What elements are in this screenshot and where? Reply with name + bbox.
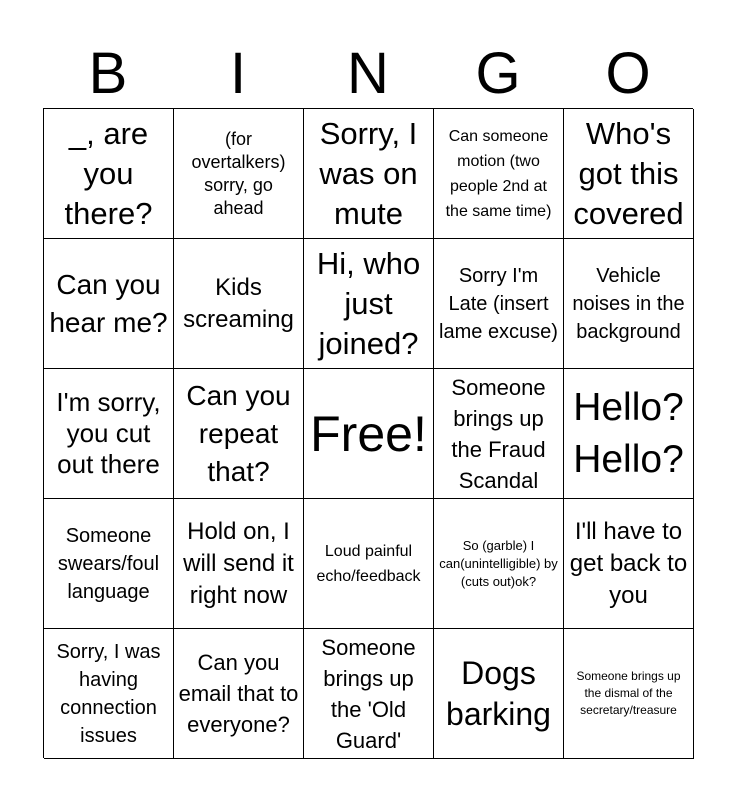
- bingo-cell[interactable]: Dogs barking: [434, 629, 564, 759]
- bingo-cell[interactable]: Can you email that to everyone?: [174, 629, 304, 759]
- bingo-cell[interactable]: (for overtalkers) sorry, go ahead: [174, 109, 304, 239]
- bingo-cell[interactable]: Someone brings up the Fraud Scandal: [434, 369, 564, 499]
- bingo-cell[interactable]: Sorry I'm Late (insert lame excuse): [434, 239, 564, 369]
- bingo-cell[interactable]: Who's got this covered: [564, 109, 694, 239]
- bingo-cell[interactable]: Sorry, I was having connection issues: [44, 629, 174, 759]
- bingo-cell[interactable]: _, are you there?: [44, 109, 174, 239]
- bingo-cell[interactable]: Loud painful echo/feedback: [304, 499, 434, 629]
- bingo-cell[interactable]: Someone brings up the 'Old Guard': [304, 629, 434, 759]
- bingo-cell[interactable]: I'll have to get back to you: [564, 499, 694, 629]
- bingo-cell[interactable]: Hi, who just joined?: [304, 239, 434, 369]
- bingo-cell[interactable]: Kids screaming: [174, 239, 304, 369]
- bingo-cell[interactable]: Someone swears/foul language: [44, 499, 174, 629]
- bingo-cell[interactable]: Hello? Hello?: [564, 369, 694, 499]
- bingo-cell[interactable]: So (garble) I can(unintelligible) by (cuts out)ok?: [434, 499, 564, 629]
- header-letter-g: G: [475, 41, 521, 106]
- bingo-cell[interactable]: Someone brings up the dismal of the secretary/treasure: [564, 629, 694, 759]
- bingo-cell[interactable]: Can you hear me?: [44, 239, 174, 369]
- bingo-cell[interactable]: Hold on, I will send it right now: [174, 499, 304, 629]
- bingo-cell[interactable]: Sorry, I was on mute: [304, 109, 434, 239]
- bingo-cell[interactable]: Vehicle noises in the background: [564, 239, 694, 369]
- bingo-cell[interactable]: I'm sorry, you cut out there: [44, 369, 174, 499]
- bingo-card: [43, 108, 693, 758]
- header-letter-i: I: [229, 41, 247, 106]
- bingo-header: [43, 40, 693, 108]
- header-letter-n: N: [347, 41, 389, 106]
- header-letter-o: O: [605, 41, 651, 106]
- header-letter-b: B: [88, 41, 128, 106]
- free-space[interactable]: Free!: [304, 369, 434, 499]
- bingo-cell[interactable]: Can you repeat that?: [174, 369, 304, 499]
- bingo-cell[interactable]: Can someone motion (two people 2nd at the same time): [434, 109, 564, 239]
